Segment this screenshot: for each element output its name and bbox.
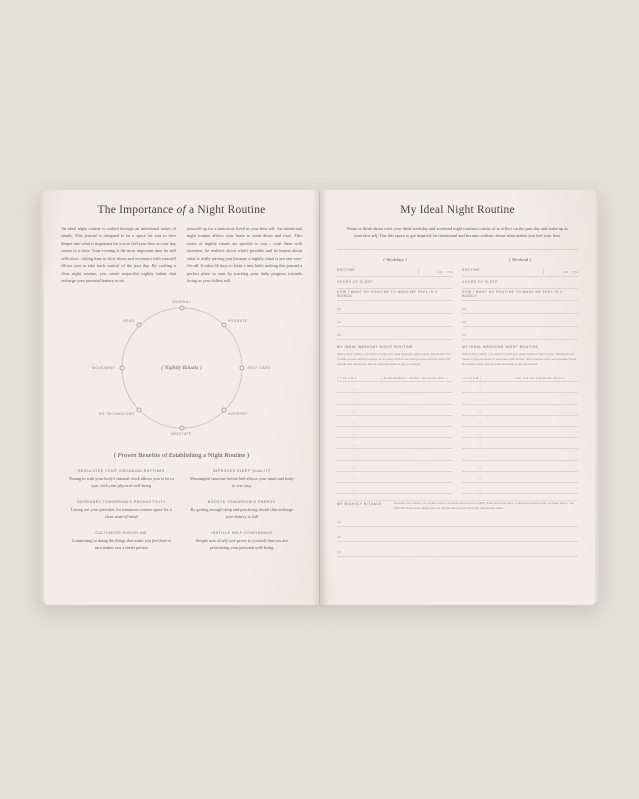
row-number: 03 (462, 333, 467, 338)
benefit-item (182, 469, 303, 500)
feel-words-header (337, 289, 453, 301)
routine-input-row[interactable] (462, 416, 578, 427)
benefit-item (61, 500, 182, 531)
bedtime-field[interactable] (462, 265, 578, 277)
nightly-rituals-diagram (61, 294, 302, 446)
intro-columns (61, 225, 302, 285)
benefit-item (182, 531, 303, 562)
row-number: 02 (337, 320, 342, 325)
example-time: ( 7:00 PM ) (337, 375, 357, 380)
benefit-desc-italic: rest easy (236, 482, 252, 488)
title-part-2: a Night Routine (185, 204, 266, 216)
diagram-node-dot (137, 408, 142, 413)
benefits-heading-post: Benefits of Establishing a Night Routine ) (136, 451, 250, 459)
intro-column-1 (61, 225, 176, 285)
am-pm-toggle[interactable]: AM / PM (437, 269, 453, 274)
page-title-right: My Ideal Night Routine (400, 204, 515, 216)
ritual-input-row[interactable] (337, 528, 578, 542)
routine-column-sublabel: ( Weekdays ) (383, 256, 407, 262)
bedtime-divider (418, 269, 419, 274)
row-number: 03 (337, 550, 342, 555)
routine-section-heading: MY IDEAL WEEKEND NIGHT ROUTINE (462, 344, 539, 349)
benefit-description (68, 476, 175, 490)
benefits-heading-pre: ( (113, 451, 118, 459)
routine-input-row[interactable] (337, 438, 453, 449)
example-action: ( GO ON AN EVENING WALK ) (513, 375, 566, 380)
hours-of-sleep-field[interactable] (462, 277, 578, 289)
nightly-rituals-section (337, 500, 578, 556)
benefit-heading: INSTILLS SELF-CONFIDENCE (211, 530, 273, 535)
row-number: 01 (337, 520, 342, 525)
benefit-desc-part-2: to full (246, 513, 259, 519)
routine-input-row[interactable] (337, 416, 453, 427)
benefit-desc-part-1: Tuning in with your body's internal clock allows you to be in sync with (68, 475, 174, 488)
diagram-node-dot (221, 408, 226, 413)
right-intro-text (337, 225, 578, 240)
open-journal (44, 190, 595, 605)
benefit-desc-part-1: Meaningful structure before bed allows your mind and body to (189, 475, 294, 488)
intro-text-2: yourself up for a tomorrow lived as your best self. An intentional night routine allows your brain to wind down and reset. This series of nightly rituals are specific to you – craft them with intention, be realistic about what's possible and be honest about what is really serving you because a nightly ritual is not one-size-fits-all. It takes 66 days to form a new habit making this journal a perfect place to start by tracking your daily progress towards living as your fullest self. (187, 226, 302, 284)
ritual-input-row[interactable] (337, 513, 578, 527)
row-number: 02 (337, 535, 342, 540)
routine-input-row[interactable] (462, 461, 578, 472)
rituals-description: Consider the routines you created above and determine which 3 nightly rituals are essential to evoking the feelings that you listed above. You will track these three rituals over the next 66 days to turn them into new formed habits. (394, 501, 575, 511)
rituals-input-lines (337, 513, 578, 557)
benefit-heading: INCREASES TOMORROW'S PRODUCTIVITY (76, 499, 166, 504)
benefit-desc-part-1: By getting enough sleep and practicing rituals that (190, 506, 278, 512)
diagram-center-label: ( Nightly Rituals ) (161, 364, 202, 371)
benefit-heading: IMPROVES SLEEP QUALITY (212, 468, 271, 473)
right-intro-2: . Use this space to get inspired, be intentional and become realistic about what makes you feel your best. (377, 233, 561, 239)
benefit-desc-italic: recharge your battery (225, 506, 294, 519)
routine-input-row[interactable] (337, 393, 453, 404)
benefit-desc-italic: feel best (152, 537, 167, 543)
benefits-grid (61, 469, 302, 562)
routine-section-heading: MY IDEAL WEEKDAY NIGHT ROUTINE (337, 344, 413, 349)
feel-word-input-row[interactable] (462, 327, 578, 340)
example-time: ( 5:00 PM ) (462, 375, 482, 380)
routine-columns (337, 257, 578, 494)
am-pm-toggle[interactable]: AM / PM (562, 269, 578, 274)
diagram-node-dot (179, 425, 184, 430)
feel-words-label: HOW I WANT MY ROUTINE TO MAKE ME FEEL IN 3 WORDS (462, 290, 563, 299)
routine-input-row[interactable] (462, 393, 578, 404)
diagram-node-label-meditate: MEDITATE (171, 431, 192, 436)
routine-input-row[interactable] (462, 405, 578, 416)
row-number: 02 (462, 320, 467, 325)
benefit-item (61, 469, 182, 500)
diagram-node-dot (137, 323, 142, 328)
routine-input-row[interactable] (337, 382, 453, 393)
routine-input-row[interactable] (462, 438, 578, 449)
benefit-item (61, 531, 182, 562)
benefit-desc-italic: self care (221, 537, 236, 543)
row-number: 01 (337, 307, 342, 312)
routine-section-description: Write a time marker + an action to craft your ideal weekend night routine. Weekends are meant to give us space to reconnect and recover. Give yourself more rest and take things at a slower pace. See an example below to get you started. (462, 351, 577, 367)
diagram-node-label-hydrate: HYDRATE (228, 319, 248, 324)
hours-of-sleep-field[interactable] (337, 277, 453, 289)
bedtime-divider (543, 269, 544, 274)
diagram-node-dot (179, 305, 184, 310)
benefits-heading (61, 452, 302, 459)
routine-input-row[interactable] (337, 405, 453, 416)
routine-input-row[interactable] (462, 472, 578, 483)
routine-column (462, 257, 578, 494)
routine-input-row[interactable] (337, 472, 453, 483)
routine-input-row[interactable] (462, 382, 578, 393)
hours-of-sleep-label: HOURS OF SLEEP (462, 280, 498, 285)
feel-word-input-row[interactable] (337, 301, 453, 314)
benefit-desc-part-2: prove to yourself that you are prioritizing your personal well-being (210, 537, 288, 550)
title-part-italic: of (176, 204, 186, 216)
benefit-desc-italic: clear state-of-mind (104, 513, 138, 519)
left-page (44, 190, 319, 605)
right-page (320, 190, 595, 605)
bedtime-label: BEDTIME (462, 268, 481, 273)
benefit-heading: BOOSTS TOMORROW'S ENERGY (207, 499, 276, 504)
feel-word-input-row[interactable] (337, 314, 453, 327)
row-number: 01 (462, 307, 467, 312)
routine-section-description: Write a time marker + an action to craft your ideal weekday night routine. Remember this is what you are striving towards, so it's okay if this is not what you are currently doing. Be specific and intentional. See an example below to get you started. (337, 351, 451, 367)
benefit-description (189, 538, 296, 552)
diagram-node-label-movement: MOVEMENT (92, 365, 116, 370)
benefit-description (189, 476, 296, 490)
right-intro-1: Pause to think about what your ideal weekday and weekend night routines consist of to reflect on the past day and wake up as your (347, 226, 568, 239)
benefit-heading: REGULATES YOUR CIRCADIAN RHYTHMS (78, 468, 165, 473)
bedtime-field[interactable] (337, 265, 453, 277)
diagram-node-label-self-care: SELF CARE (247, 365, 271, 370)
benefits-heading-italic: Proven (117, 451, 137, 459)
routine-example-row (337, 371, 453, 382)
right-intro-italic: best self (363, 233, 378, 239)
diagram-node-label-no-technology: NO TECHNOLOGY (98, 412, 135, 417)
diagram-node-dot (239, 365, 244, 370)
benefit-heading: CULTIVATES DISCIPLINE (95, 530, 148, 535)
page-title-left (61, 204, 302, 216)
title-part-1: The Importance (97, 204, 177, 216)
example-action: ( DISCONNECT FROM TECHNOLOGY ) (381, 375, 449, 380)
row-number: 03 (337, 333, 342, 338)
routine-input-row[interactable] (337, 483, 453, 494)
benefit-description (189, 507, 296, 521)
bedtime-label: BEDTIME (337, 268, 356, 273)
routine-column-sublabel: ( Weekend ) (509, 256, 531, 262)
rituals-title: MY NIGHTLY RITUALS (337, 502, 382, 507)
feel-word-input-row[interactable] (337, 327, 453, 340)
routine-example-row (462, 371, 578, 382)
benefit-desc-italic: your physical well-being (108, 482, 152, 488)
diagram-node-label-read: READ (123, 319, 135, 324)
routine-input-row[interactable] (337, 461, 453, 472)
routine-input-row[interactable] (337, 449, 453, 460)
diagram-node-dot (221, 323, 226, 328)
routine-input-row[interactable] (337, 427, 453, 438)
diagram-node-label-journal: JOURNAL (171, 299, 192, 304)
feel-words-label: HOW I WANT MY ROUTINE TO MAKE ME FEEL IN 3 WORDS (337, 290, 438, 299)
benefit-desc-part-2: in turn makes you a better person (94, 537, 171, 550)
divider-top (337, 249, 578, 250)
intro-text-1: An ideal night routine is crafted through an intentional series of rituals. This journal is designed to be a space for you to dive deeper into what is important for you to feel your best as your day comes to a close. Your evening is the most important time for self reflection – taking time to slow down and reconnect with yourself allows you to take back control of the past day. By crafting a clear night routine, you create impactful nightly habits that recharge your personal battery to set (61, 226, 176, 284)
routine-input-row[interactable] (462, 449, 578, 460)
ritual-input-row[interactable] (337, 543, 578, 557)
routine-column (337, 257, 453, 494)
diagram-node-dot (119, 365, 124, 370)
routine-input-row[interactable] (462, 427, 578, 438)
routine-input-row[interactable] (462, 483, 578, 494)
diagram-node-label-nourish: NOURISH (228, 412, 248, 417)
feel-word-input-row[interactable] (462, 301, 578, 314)
intro-column-2 (187, 225, 302, 285)
rituals-header-row (337, 501, 578, 511)
benefit-desc-part-1: Listing out your priorities for tomorrow creates space for a (70, 506, 172, 512)
benefit-item (182, 500, 303, 531)
hours-of-sleep-label: HOURS OF SLEEP (337, 280, 373, 285)
benefit-desc-part-1: Committing to doing the things that make you (71, 537, 153, 543)
benefit-desc-part-1: Simple acts of (195, 537, 222, 543)
feel-words-header (462, 289, 578, 301)
benefit-description (68, 538, 175, 552)
feel-word-input-row[interactable] (462, 314, 578, 327)
benefit-description (68, 507, 175, 521)
